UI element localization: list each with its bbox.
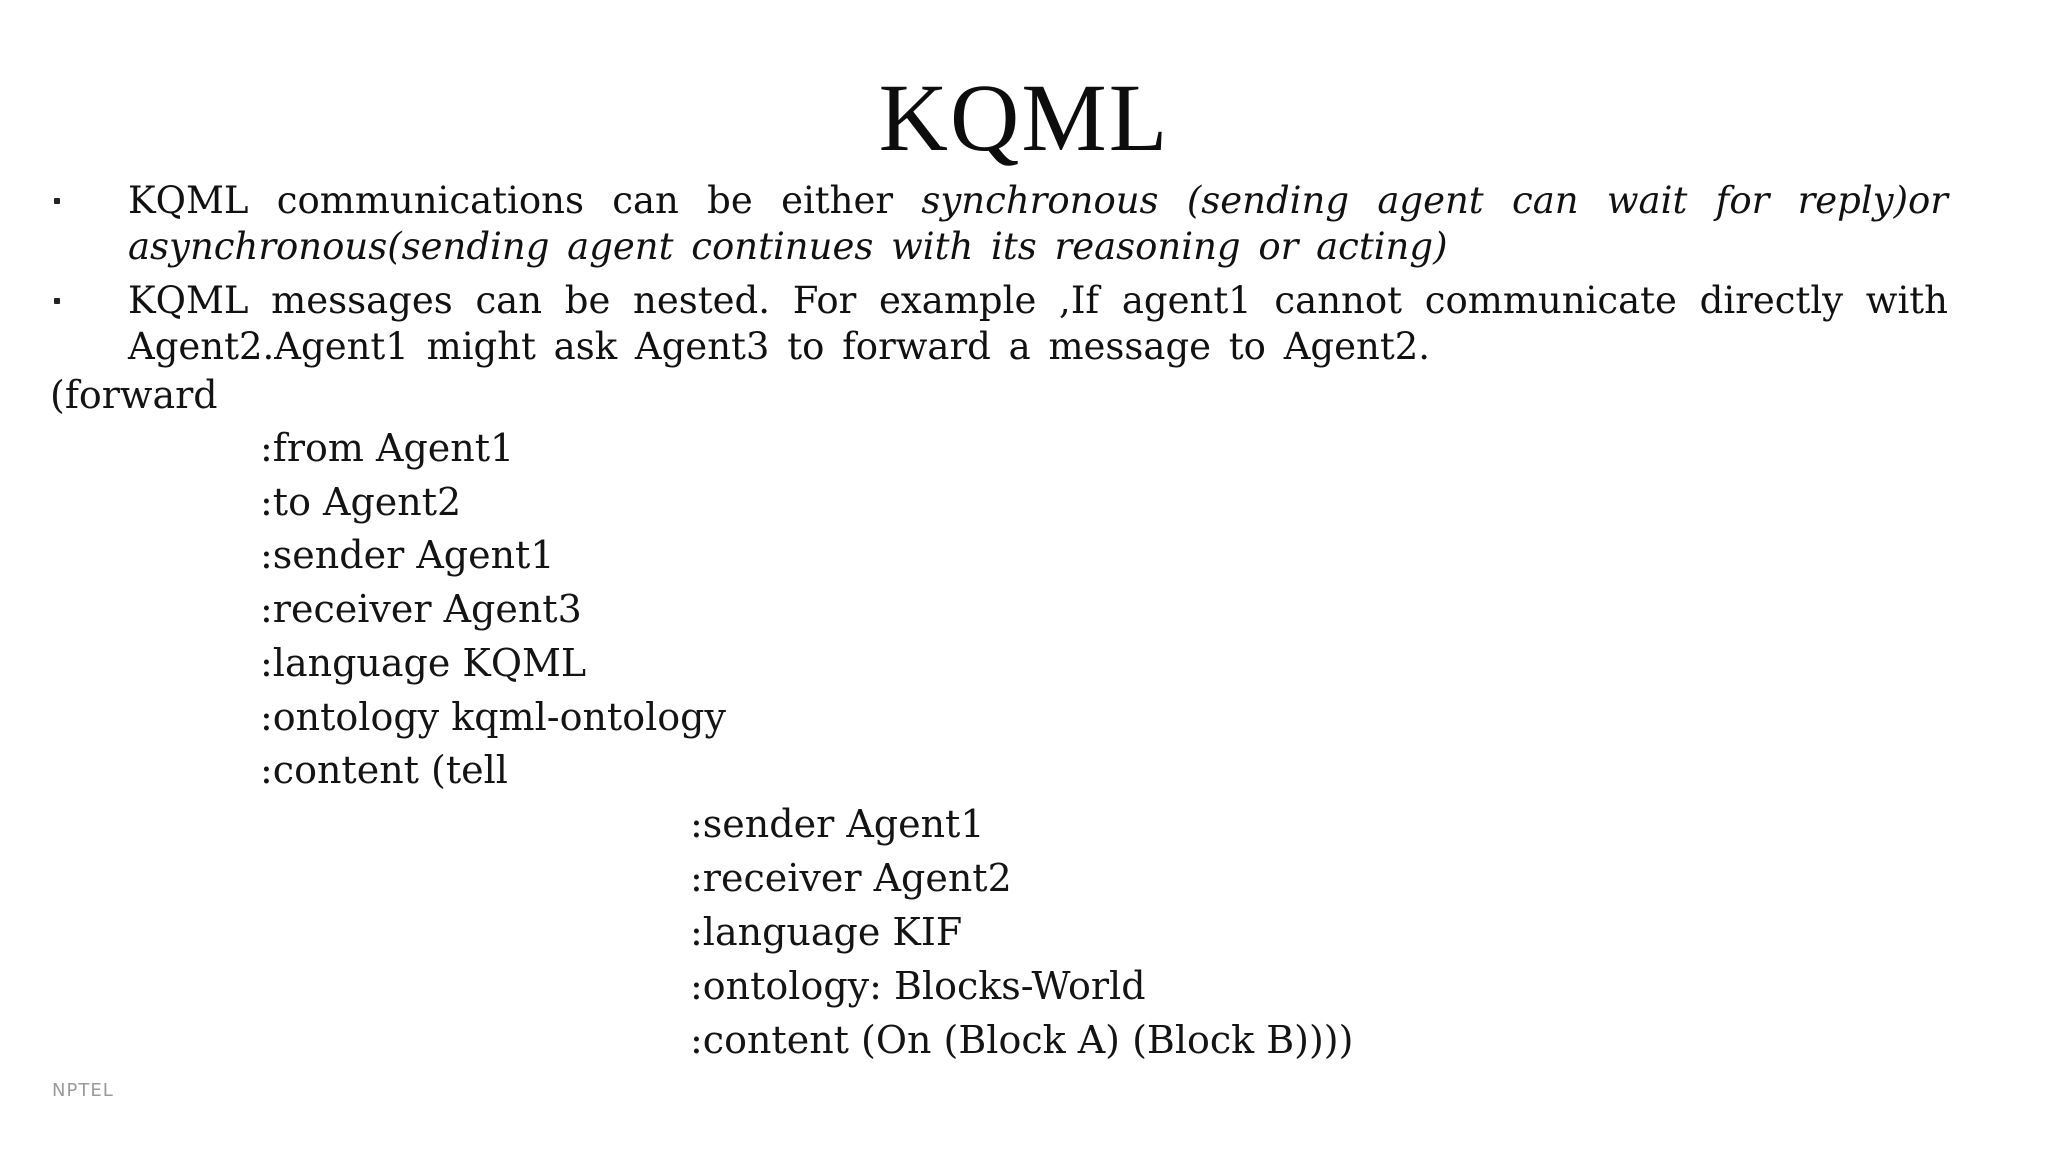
inner-field-ontology: :ontology: Blocks-World [690, 964, 1146, 1008]
bullet-item-2 [48, 278, 1948, 370]
outer-field-sender: :sender Agent1 [260, 533, 555, 577]
bullet-item-1 [48, 178, 1948, 270]
bullet-1-plain: KQML communications can be either [128, 179, 922, 222]
outer-field-ontology: :ontology kqml-ontology [260, 695, 726, 739]
outer-field-content: :content (tell [260, 748, 508, 792]
slide-title: KQML [878, 64, 1170, 171]
bullet-2-plain: KQML messages can be nested. For example ,If agent1 cannot communicate directly with Agent2.Agent1 might ask Agent3 to forward a message to Agent2. [128, 279, 1948, 368]
code-open: (forward [50, 373, 218, 417]
inner-field-language: :language KIF [690, 910, 963, 954]
bullet-text-1 [128, 178, 1948, 270]
bullet-list [48, 178, 1948, 378]
bullet-icon [54, 298, 60, 304]
inner-field-sender: :sender Agent1 [690, 802, 985, 846]
bullet-icon [54, 198, 60, 204]
outer-field-receiver: :receiver Agent3 [260, 587, 582, 631]
bullet-1-italic: synchronous (sending agent can wait for reply)or asynchronous(sending agent continues with its reasoning or acting) [128, 179, 1948, 268]
inner-field-content: :content (On (Block A) (Block B)))) [690, 1018, 1354, 1062]
outer-field-language: :language KQML [260, 641, 587, 685]
outer-field-from: :from Agent1 [260, 426, 515, 470]
outer-field-to: :to Agent2 [260, 480, 462, 524]
footer-logo-mark: NPTEL [52, 1080, 114, 1101]
bullet-text-2 [128, 278, 1948, 370]
inner-field-receiver: :receiver Agent2 [690, 856, 1012, 900]
